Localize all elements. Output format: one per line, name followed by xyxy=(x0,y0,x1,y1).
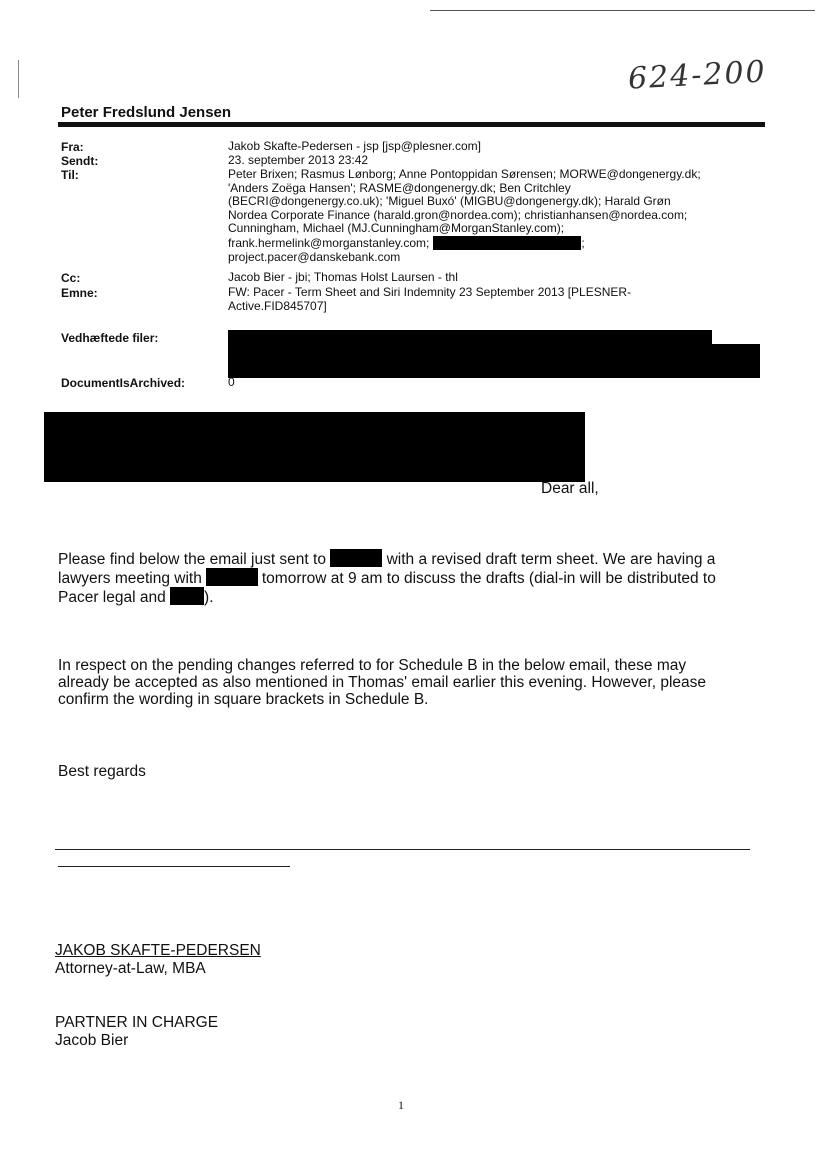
to-line: (BECRI@dongenergy.co.uk); 'Miguel Buxó' (MIGBU@dongenergy.dk); Harald Grøn xyxy=(228,194,671,209)
text-span: Please find below the email just sent to xyxy=(58,551,326,568)
paragraph-2-line: In respect on the pending changes referred to for Schedule B in the below email, these may xyxy=(58,657,687,674)
text-span: with a revised draft term sheet. We are having a xyxy=(386,551,716,568)
to-line: Nordea Corporate Finance (harald.gron@nordea.com); christianhansen@nordea.com; xyxy=(228,207,688,222)
to-line: project.pacer@danskebank.com xyxy=(228,249,401,264)
archived-label: DocumentIsArchived: xyxy=(61,376,186,390)
to-recipients xyxy=(228,168,768,264)
subject-line: FW: Pacer - Term Sheet and Siri Indemnity 23 September 2013 [PLESNER- xyxy=(228,285,632,299)
to-label: Til: xyxy=(61,168,79,182)
header-rule xyxy=(58,122,765,127)
signature-name: JAKOB SKAFTE-PEDERSEN xyxy=(55,942,261,959)
sent-value: 23. september 2013 23:42 xyxy=(228,153,369,167)
attachments-label: Vedhæftede filer: xyxy=(61,331,159,345)
cc-label: Cc: xyxy=(61,271,81,285)
redaction-box xyxy=(433,236,581,250)
greeting: Dear all, xyxy=(541,480,599,497)
redaction-box xyxy=(228,344,760,378)
document-owner: Peter Fredslund Jensen xyxy=(61,104,232,121)
scan-mark-left xyxy=(18,60,19,98)
subject-label: Emne: xyxy=(61,286,98,300)
redaction-box xyxy=(170,587,204,605)
to-line: 'Anders Zoëga Hansen'; RASME@dongenergy.dk; Ben Critchley xyxy=(228,180,571,195)
partner-name: Jacob Bier xyxy=(55,1032,129,1049)
text-span: ). xyxy=(204,589,214,606)
archived-value: 0 xyxy=(228,375,235,389)
to-line-suffix: ; xyxy=(581,235,585,250)
to-line xyxy=(228,236,768,251)
redaction-box xyxy=(330,549,382,567)
subject-line: Active.FID845707] xyxy=(228,298,327,313)
subject-value xyxy=(228,286,768,313)
to-line: Cunningham, Michael (MJ.Cunningham@MorganStanley.com); xyxy=(228,221,565,236)
cc-value: Jacob Bier - jbi; Thomas Holst Laursen - thl xyxy=(228,270,458,284)
from-label: Fra: xyxy=(61,140,84,154)
paragraph-2-line: confirm the wording in square brackets in Schedule B. xyxy=(58,691,429,708)
redaction-box xyxy=(44,412,585,482)
to-line: Peter Brixen; Rasmus Lønborg; Anne Pontoppidan Sørensen; MORWE@dongenergy.dk; xyxy=(228,167,701,181)
from-value: Jakob Skafte-Pedersen - jsp [jsp@plesner.com] xyxy=(228,139,481,153)
paragraph-2 xyxy=(58,657,758,708)
page-number: 1 xyxy=(398,1098,404,1112)
sent-label: Sendt: xyxy=(61,154,99,168)
text-span: Pacer legal and xyxy=(58,589,166,606)
redaction-box xyxy=(206,568,258,586)
paragraph-1-line xyxy=(58,587,758,606)
scan-border-top xyxy=(430,10,815,11)
text-span: tomorrow at 9 am to discuss the drafts (dial-in will be distributed to xyxy=(261,570,716,587)
paragraph-2-line: already be accepted as also mentioned in Thomas' email earlier this evening. However, please xyxy=(58,674,707,691)
handwritten-stamp: 624-200 xyxy=(627,54,768,97)
paragraph-1-line xyxy=(58,549,758,568)
separator-line xyxy=(55,849,750,850)
text-span: lawyers meeting with xyxy=(58,570,202,587)
to-line-text: frank.hermelink@morganstanley.com; xyxy=(228,235,430,250)
signature-title: Attorney-at-Law, MBA xyxy=(55,960,206,977)
paragraph-1-line xyxy=(58,568,758,587)
closing: Best regards xyxy=(58,763,146,780)
separator-line-short xyxy=(58,866,290,867)
partner-heading: PARTNER IN CHARGE xyxy=(55,1014,219,1031)
paragraph-1 xyxy=(58,549,758,606)
